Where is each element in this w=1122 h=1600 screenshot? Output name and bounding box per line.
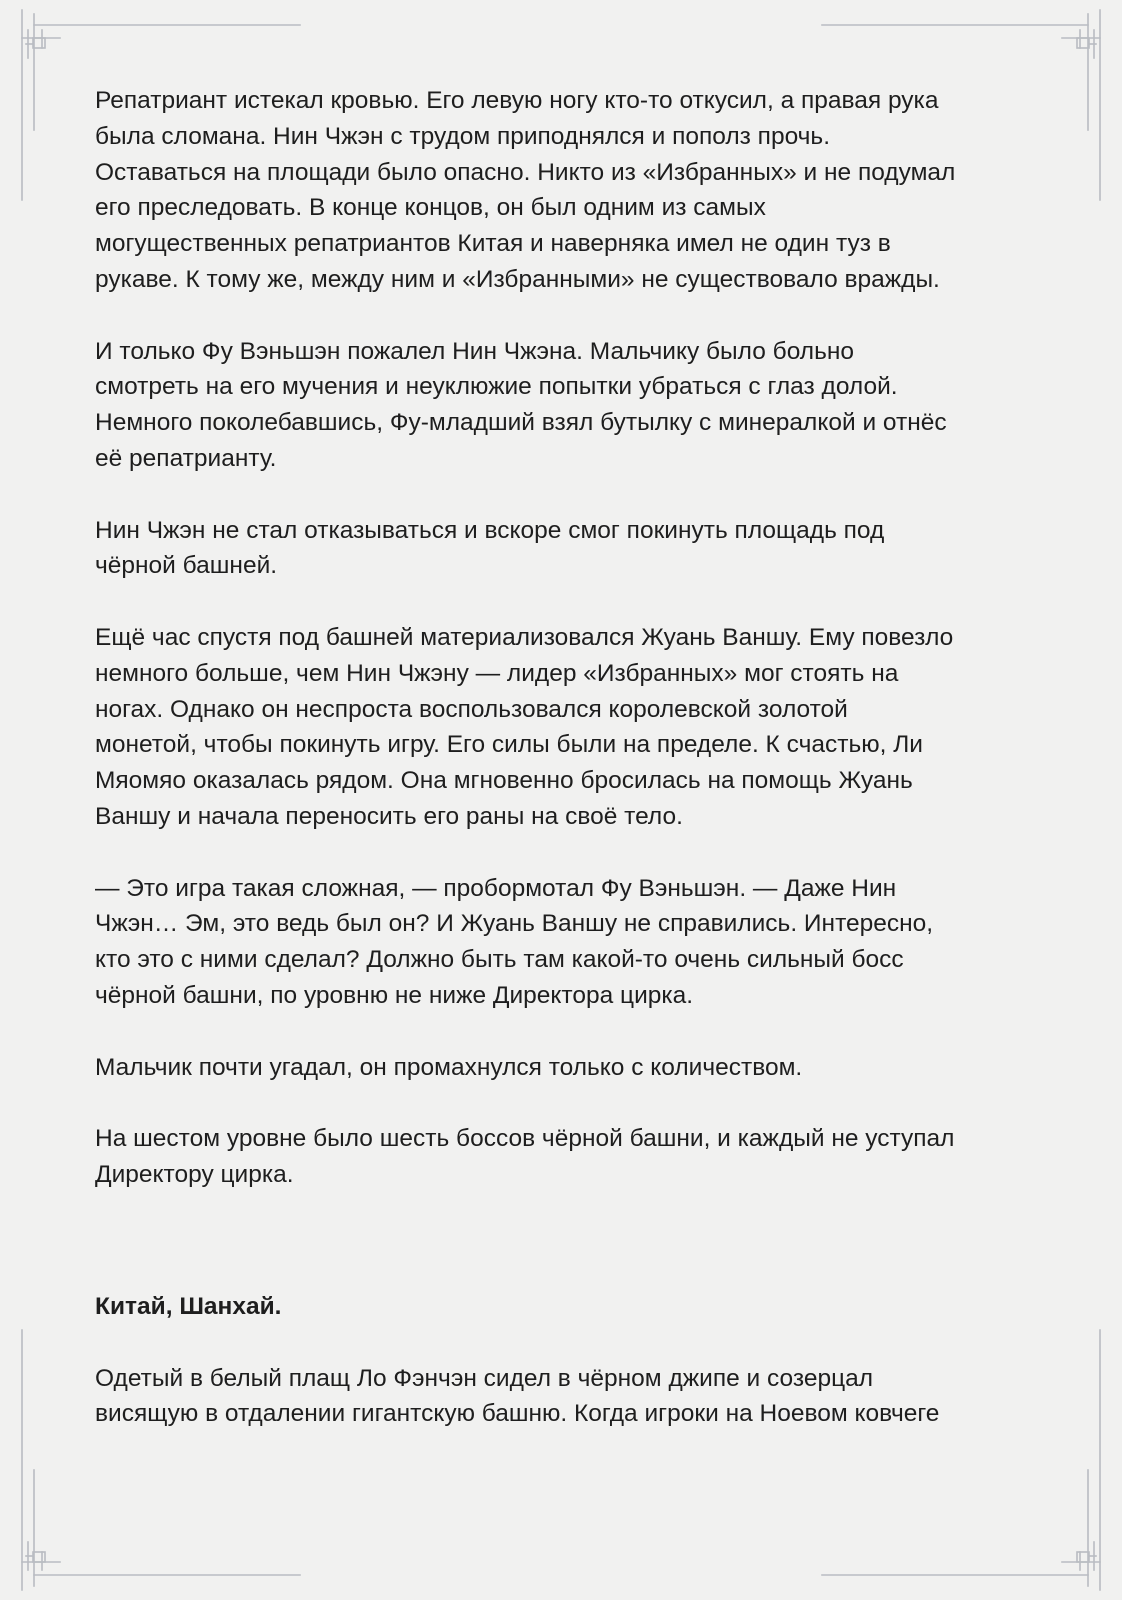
document-body xyxy=(95,83,1045,1432)
corner-ornament-bottom-right xyxy=(822,1470,1100,1586)
section-heading-location: Китай, Шанхай. xyxy=(95,1292,282,1320)
paragraph-zhuan-wanshu-appears: Ещё час спустя под башней материализовался Жуань Ваншу. Ему повезло немного больше, чем Нин Чжэну — лидер «Избранных» мог стоять на ногах. Однако он неспроста воспользовался королевской золотой монетой, чтобы покинуть игру. Его силы были на пределе. К счастью, Ли Мяомяо оказалась рядом. Она мгновенно бросилась на помощь Жуань Ваншу и начала переносить его раны на своё тело. xyxy=(95,623,954,830)
paragraph-nin-zhen-leaves: Нин Чжэн не стал отказываться и вскоре смог покинуть площадь под чёрной башней. xyxy=(95,516,885,580)
paragraph-bleeding-repatriate: Репатриант истекал кровью. Его левую ногу кто-то откусил, а правая рука была сломана. Нин Чжэн с трудом приподнялся и пополз прочь. Оставаться на площади было опасно. Никто из «Избранных» и не подумал его преследовать. В конце концов, он был одним из самых могущественных репатриантов Китая и наверняка имел не один туз в рукаве. К тому же, между ним и «Избранными» не существовало вражды. xyxy=(95,87,956,293)
corner-ornament-bottom-left xyxy=(22,1470,300,1586)
paragraph-luo-fengcheng: Одетый в белый плащ Ло Фэнчэн сидел в чёрном джипе и созерцал висящую в отдалении гигантскую башню. Когда игроки на Ноевом ковчеге xyxy=(95,1364,940,1428)
paragraph-boy-almost-guessed: Мальчик почти угадал, он промахнулся только с количеством. xyxy=(95,1053,803,1081)
paragraph-fu-wensheng-mutters: — Это игра такая сложная, — пробормотал Фу Вэньшэн. — Даже Нин Чжэн… Эм, это ведь был он? И Жуань Ваншу не справились. Интересно, кто это с ними сделал? Должно быть там какой-то очень сильный босс чёрной башни, по уровню не ниже Директора цирка. xyxy=(95,874,934,1009)
paragraph-six-bosses: На шестом уровне было шесть боссов чёрной башни, и каждый не уступал Директору цирка. xyxy=(95,1125,955,1188)
paragraph-fu-wensheng-pity: И только Фу Вэньшэн пожалел Нин Чжэна. Мальчику было больно смотреть на его мучения и неуклюжие попытки убраться с глаз долой. Немного поколебавшись, Фу-младший взял бутылку с минералкой и отнёс её репатрианту. xyxy=(95,337,947,472)
